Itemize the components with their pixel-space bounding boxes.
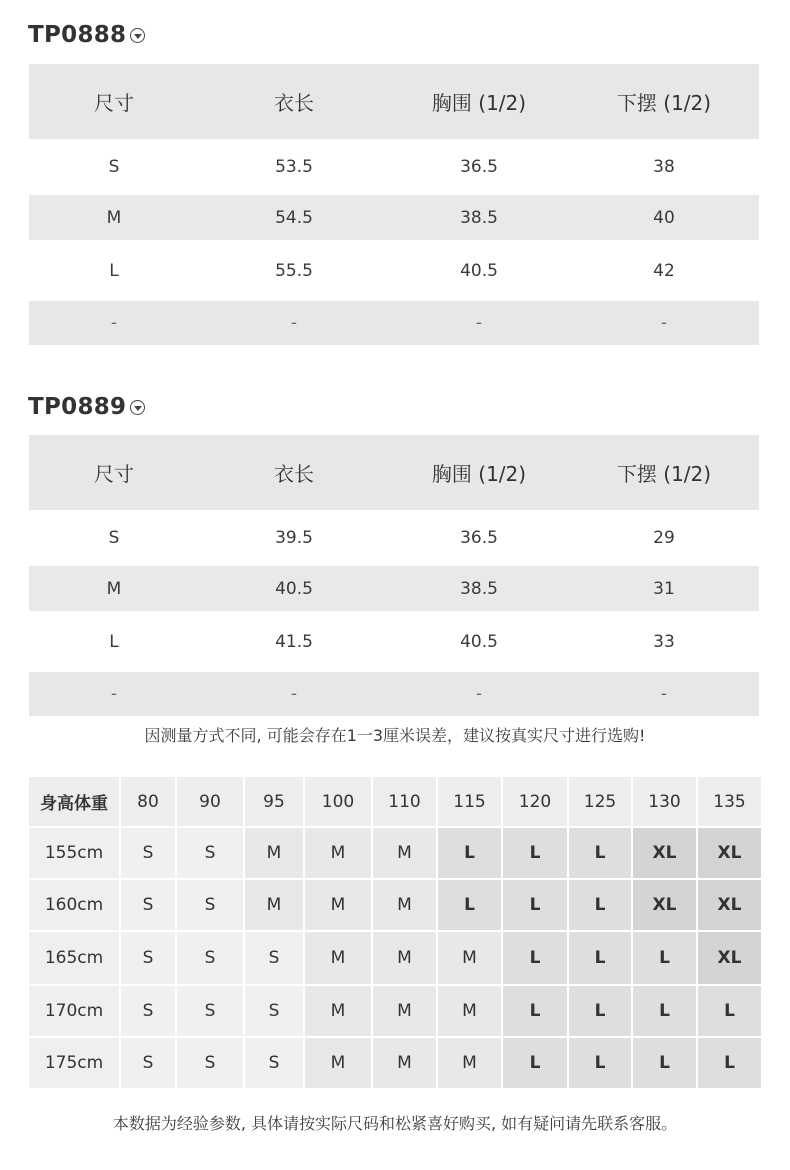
weight-header: 95	[245, 777, 303, 826]
product-name: TP0889	[28, 394, 127, 420]
weight-header: 110	[373, 777, 436, 826]
table-cell: 55.5	[275, 260, 313, 281]
size-cell: XL	[698, 880, 761, 930]
size-cell: XL	[633, 880, 696, 930]
table-header-row	[29, 435, 759, 510]
header-length: 衣长	[199, 64, 389, 139]
size-cell: L	[633, 986, 696, 1036]
size-cell: M	[305, 932, 371, 984]
table-cell: 40.5	[460, 260, 498, 281]
size-cell: L	[438, 828, 501, 878]
weight-header: 90	[177, 777, 243, 826]
table-cell: 36.5	[460, 157, 498, 177]
size-cell: XL	[698, 932, 761, 984]
size-cell: M	[438, 1038, 501, 1088]
height-label: 175cm	[29, 1038, 119, 1088]
table-row	[29, 240, 759, 301]
rec-row	[29, 1038, 761, 1088]
rec-header-row	[29, 777, 761, 826]
size-cell: S	[245, 986, 303, 1036]
size-cell: S	[177, 880, 243, 930]
size-cell: L	[503, 932, 567, 984]
footer-note: 本数据为经验参数, 具体请按实际尺码和松紧喜好购买, 如有疑问请先联系客服。	[112, 1114, 678, 1133]
size-cell: M	[305, 828, 371, 878]
weight-header: 125	[569, 777, 631, 826]
table-cell: 40.5	[460, 631, 498, 652]
size-cell: L	[569, 880, 631, 930]
size-cell: M	[373, 880, 436, 930]
table-cell: -	[199, 672, 389, 716]
table-cell: 40	[569, 195, 759, 240]
table-row	[29, 510, 759, 566]
height-label: 165cm	[29, 932, 119, 984]
rec-row	[29, 986, 761, 1036]
weight-header: 120	[503, 777, 567, 826]
table-cell: -	[199, 301, 389, 345]
height-label: 155cm	[29, 828, 119, 878]
table-cell: -	[569, 672, 759, 716]
size-cell: L	[503, 880, 567, 930]
size-cell: M	[305, 880, 371, 930]
table-row	[29, 301, 759, 345]
table-cell: 36.5	[460, 528, 498, 548]
table-cell: 33	[653, 631, 675, 652]
table-cell: 40.5	[199, 566, 389, 611]
size-cell: L	[569, 932, 631, 984]
size-cell: M	[245, 880, 303, 930]
size-cell: L	[503, 1038, 567, 1088]
rec-row	[29, 828, 761, 878]
weight-header: 80	[121, 777, 175, 826]
table-cell: 39.5	[275, 528, 313, 548]
size-cell: L	[569, 828, 631, 878]
size-cell: S	[121, 986, 175, 1036]
size-cell: S	[245, 1038, 303, 1088]
table-row	[29, 195, 759, 240]
height-label: 160cm	[29, 880, 119, 930]
size-cell: S	[121, 880, 175, 930]
table-row	[29, 566, 759, 611]
size-cell: L	[569, 1038, 631, 1088]
size-cell: S	[177, 986, 243, 1036]
size-cell: S	[177, 932, 243, 984]
table-cell: -	[29, 301, 199, 345]
size-cell: L	[503, 828, 567, 878]
size-cell: L	[633, 932, 696, 984]
table-cell: -	[569, 301, 759, 345]
size-cell: XL	[633, 828, 696, 878]
header-length: 衣长	[199, 435, 389, 510]
size-cell: XL	[698, 828, 761, 878]
chevron-down-icon[interactable]	[130, 28, 145, 43]
size-cell: L	[569, 986, 631, 1036]
table-cell: 54.5	[199, 195, 389, 240]
corner-label: 身高体重	[29, 777, 119, 826]
size-table-tp0888	[29, 64, 759, 345]
weight-header: 135	[698, 777, 761, 826]
rec-row	[29, 880, 761, 930]
table-row	[29, 672, 759, 716]
measurement-note: 因测量方式不同, 可能会存在1一3厘米误差，建议按真实尺寸进行选购!	[144, 726, 646, 745]
size-table-tp0889	[29, 435, 759, 716]
size-cell: L	[438, 880, 501, 930]
weight-header: 115	[438, 777, 501, 826]
table-cell: 29	[653, 528, 675, 548]
size-cell: M	[438, 932, 501, 984]
size-cell: M	[245, 828, 303, 878]
chevron-down-icon[interactable]	[130, 400, 145, 415]
product-title-tp0889	[28, 394, 145, 420]
size-cell: M	[305, 1038, 371, 1088]
table-cell: S	[108, 528, 120, 548]
table-cell: 31	[569, 566, 759, 611]
table-row	[29, 611, 759, 672]
size-cell: S	[245, 932, 303, 984]
table-cell: 38.5	[389, 566, 569, 611]
rec-row	[29, 932, 761, 984]
size-cell: L	[698, 986, 761, 1036]
table-cell: S	[108, 157, 120, 177]
table-cell: 53.5	[275, 157, 313, 177]
weight-header: 130	[633, 777, 696, 826]
header-size: 尺寸	[29, 64, 199, 139]
size-cell: S	[177, 828, 243, 878]
table-cell: M	[29, 195, 199, 240]
size-cell: S	[177, 1038, 243, 1088]
header-hem: 下摆 (1/2)	[569, 435, 759, 510]
size-cell: M	[373, 828, 436, 878]
size-cell: M	[373, 932, 436, 984]
size-cell: M	[373, 1038, 436, 1088]
header-chest: 胸围 (1/2)	[389, 64, 569, 139]
table-cell: 42	[653, 260, 675, 281]
table-row	[29, 139, 759, 195]
table-cell: 38.5	[389, 195, 569, 240]
product-name: TP0888	[28, 22, 127, 48]
table-cell: -	[389, 672, 569, 716]
table-cell: 41.5	[275, 631, 313, 652]
weight-header: 100	[305, 777, 371, 826]
header-hem: 下摆 (1/2)	[569, 64, 759, 139]
header-chest: 胸围 (1/2)	[389, 435, 569, 510]
size-cell: L	[503, 986, 567, 1036]
height-label: 170cm	[29, 986, 119, 1036]
table-cell: -	[389, 301, 569, 345]
table-cell: 38	[653, 157, 675, 177]
table-cell: M	[29, 566, 199, 611]
size-cell: S	[121, 932, 175, 984]
size-cell: M	[305, 986, 371, 1036]
table-header-row	[29, 64, 759, 139]
table-cell: L	[109, 631, 119, 652]
size-recommendation-table	[27, 775, 763, 1090]
size-cell: L	[698, 1038, 761, 1088]
table-cell: -	[29, 672, 199, 716]
size-cell: M	[373, 986, 436, 1036]
size-cell: S	[121, 828, 175, 878]
size-cell: M	[438, 986, 501, 1036]
table-cell: L	[109, 260, 119, 281]
size-cell: S	[121, 1038, 175, 1088]
header-size: 尺寸	[29, 435, 199, 510]
product-title-tp0888	[28, 22, 145, 48]
size-cell: L	[633, 1038, 696, 1088]
